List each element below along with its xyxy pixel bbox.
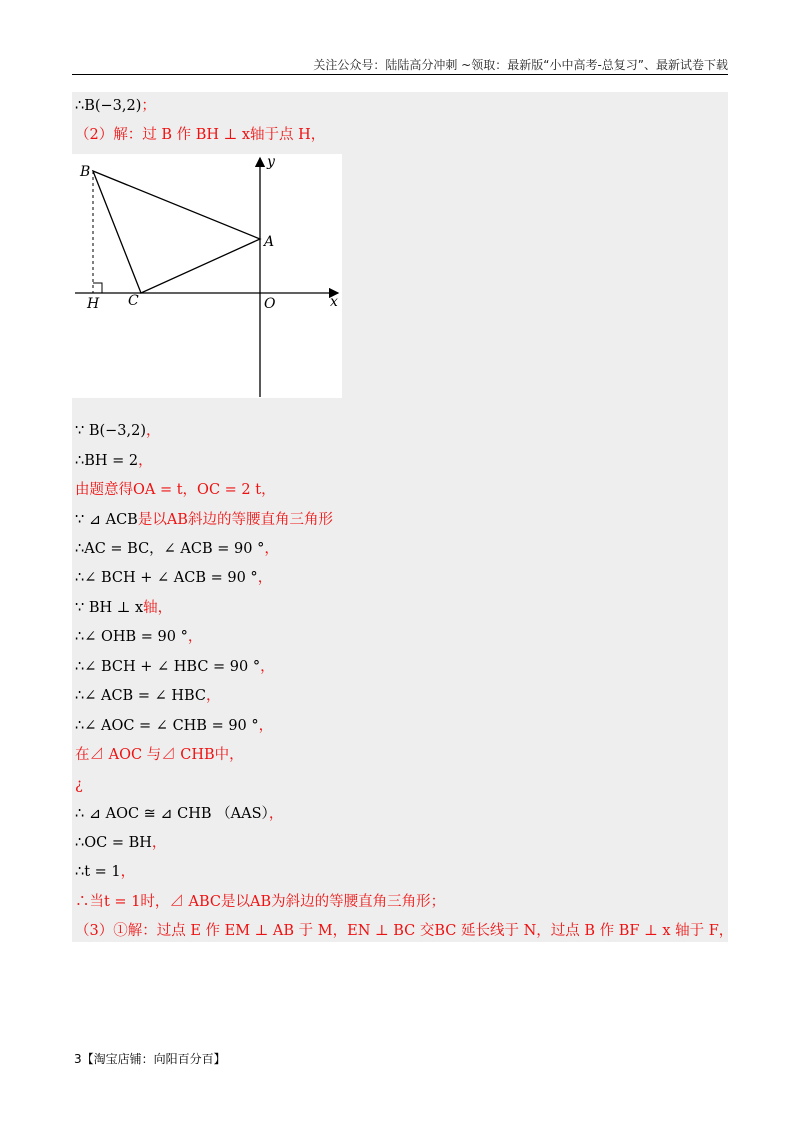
text-line [75, 716, 273, 736]
page-footer: 3【淘宝店铺：向阳百分百】 [74, 1052, 226, 1066]
text-line-red: ， [120, 864, 136, 880]
text-line-black: ∴∠ OHB = 90 ° [75, 629, 188, 645]
text-line-red: ， [206, 688, 221, 704]
text-line [75, 833, 166, 853]
label-h: H [87, 296, 100, 312]
text-line-red: （2）解：过 B 作 BH ⊥ x轴于点 H， [75, 127, 326, 143]
label-y: y [267, 154, 275, 170]
geometry-figure-svg [72, 154, 342, 398]
text-line-red: ， [260, 659, 275, 675]
text-line [75, 451, 153, 471]
text-line [75, 125, 325, 145]
text-line-red: ， [151, 835, 167, 851]
label-o: O [264, 296, 276, 312]
text-line-black: ∴∠ BCH + ∠ HBC = 90 ° [75, 659, 261, 675]
text-line [75, 862, 135, 882]
label-b: B [80, 164, 91, 180]
text-line-black: ∴B(−3,2) [75, 98, 142, 114]
text-line [75, 568, 272, 588]
text-line [75, 480, 276, 500]
text-line-red: ， [258, 718, 274, 734]
text-line [75, 657, 275, 677]
text-line [75, 421, 161, 441]
text-line [75, 686, 221, 706]
text-line [75, 627, 202, 647]
text-line-black: ∴OC = BH [75, 835, 152, 851]
text-line-black: ∴BH = 2 [75, 453, 139, 469]
text-line [75, 892, 445, 912]
text-line [75, 510, 333, 530]
right-angle-mark [93, 283, 102, 293]
label-x: x [330, 294, 338, 310]
text-line [75, 804, 283, 824]
text-line-red: ， [138, 453, 153, 469]
text-line [75, 745, 244, 765]
text-line [75, 598, 172, 618]
text-line [75, 921, 733, 941]
text-line-red: 轴， [143, 600, 173, 616]
label-a: A [264, 234, 275, 250]
text-line-black: ∴t = 1 [75, 864, 121, 880]
text-line-red: ， [268, 806, 284, 822]
text-line-black: ∵ ⊿ ACB [75, 512, 138, 528]
text-line [75, 96, 156, 116]
text-line-black: ∵ B(−3,2) [75, 423, 147, 439]
geometry-figure [72, 154, 342, 398]
text-line-red: ¿ [75, 777, 83, 793]
text-line-black: ∴∠ AOC = ∠ CHB = 90 ° [75, 718, 259, 734]
text-line-red: ， [146, 423, 161, 439]
text-line [75, 775, 83, 795]
text-line-red: ， [187, 629, 203, 645]
text-line-red: 由题意得OA = t，OC = 2 t， [75, 482, 276, 498]
text-line-black: ∴ ⊿ AOC ≅ ⊿ CHB （AAS） [75, 806, 269, 822]
text-line-black: ∴∠ ACB = ∠ HBC [75, 688, 206, 704]
text-line-black: ∵ BH ⊥ x [75, 600, 144, 616]
text-line [75, 539, 279, 559]
page-header: 关注公众号：陆陆高分冲刺 ~领取：最新版“小中高考-总复习”、最新试卷下载 [72, 56, 728, 75]
text-line-red: ； [141, 98, 156, 114]
text-line-red: （3）①解：过点 E 作 EM ⊥ AB 于 M，EN ⊥ BC 交BC 延长线于 N，过点 B 作 BF ⊥ x 轴于 F， [75, 923, 734, 939]
text-line-red: ∴当t = 1时，⊿ ABC是以AB为斜边的等腰直角三角形； [75, 894, 446, 910]
text-line-red: ， [264, 541, 279, 557]
triangle-abc [93, 171, 260, 293]
text-line-black: ∴∠ BCH + ∠ ACB = 90 ° [75, 570, 258, 586]
label-c: C [128, 293, 139, 309]
text-line-red: ， [257, 570, 273, 586]
text-line-red: 在⊿ AOC 与⊿ CHB中， [75, 747, 244, 763]
text-line-black: ∴AC = BC，∠ ACB = 90 ° [75, 541, 265, 557]
text-line-red: 是以AB斜边的等腰直角三角形 [137, 512, 333, 528]
